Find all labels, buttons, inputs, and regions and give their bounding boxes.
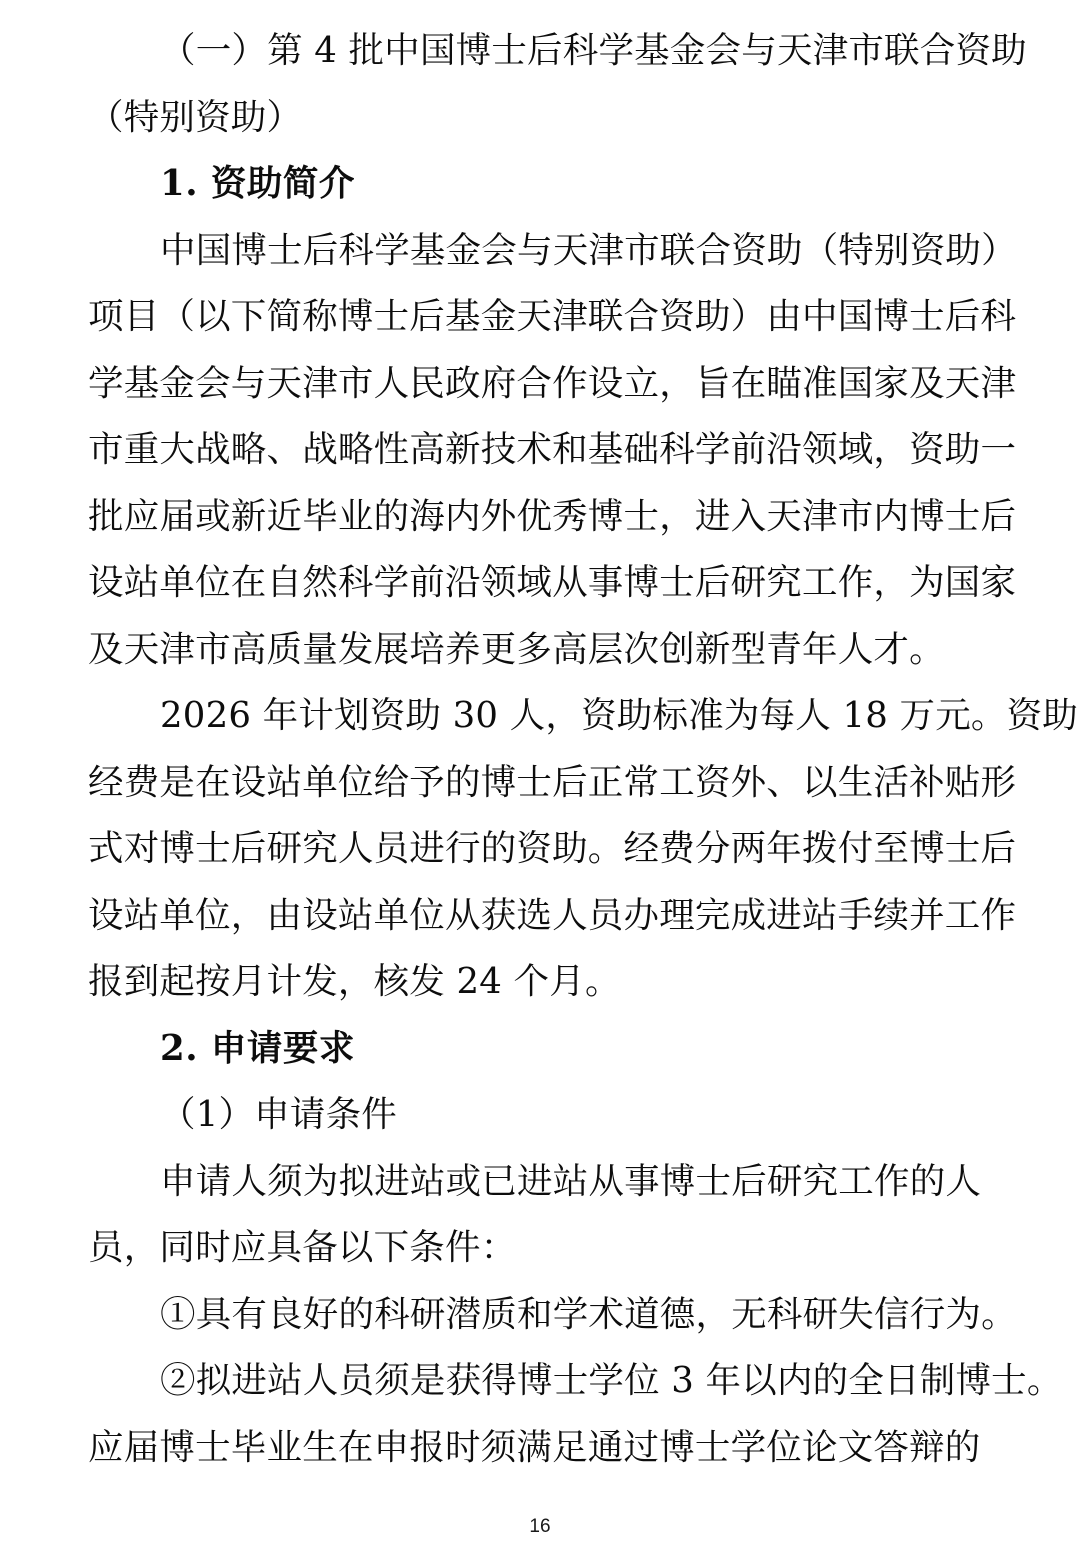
page-number: 16	[529, 1516, 551, 1537]
paragraph-1-line-4-text: 市重大战略、战略性高新技术和基础科学前沿领域，资助一	[88, 429, 1017, 470]
paragraph-3-line-2: 员，同时应具备以下条件：	[88, 1227, 517, 1268]
paragraph-1-line-7: 及天津市高质量发展培养更多高层次创新型青年人才。	[88, 628, 945, 670]
paragraph-2-line-1-text: 2026 年计划资助 30 人，资助标准为每人 18 万元。资助	[160, 695, 1079, 736]
paragraph-1-line-6	[88, 550, 1017, 617]
paragraph-2-line-4-text: 设站单位，由设站单位从获选人员办理完成进站手续并工作	[88, 894, 1017, 936]
paragraph-1-line-3	[88, 351, 1017, 418]
section-title-continuation: （特别资助）	[88, 96, 303, 138]
paragraph-2-line-4	[88, 883, 1017, 950]
paragraph-3-line-1-text: 申请人须为拟进站或已进站从事博士后研究工作的人	[160, 1160, 982, 1202]
condition-item-2: ②拟进站人员须是获得博士学位 3 年以内的全日制博士。	[160, 1360, 1063, 1401]
paragraph-1-line-2-text: 项目（以下简称博士后基金天津联合资助）由中国博士后科	[88, 296, 1017, 337]
sub-item-heading-application-conditions: （1）申请条件	[160, 1094, 397, 1135]
paragraph-2-line-2-text: 经费是在设站单位给予的博士后正常工资外、以生活补贴形	[88, 761, 1017, 803]
paragraph-1-line-2	[88, 284, 1017, 351]
condition-item-2-continuation: 应届博士毕业生在申报时须满足通过博士学位论文答辩的	[88, 1426, 981, 1468]
paragraph-1-line-4	[88, 417, 1017, 484]
paragraph-1-line-1-text: 中国博士后科学基金会与天津市联合资助（特别资助）	[160, 229, 1017, 271]
document-body	[88, 18, 1079, 1481]
paragraph-1-line-1	[88, 218, 1017, 285]
condition-item-1: ①具有良好的科研潜质和学术道德，无科研失信行为。	[160, 1293, 1017, 1335]
subsection-heading-funding-overview: 1. 资助简介	[160, 163, 355, 204]
paragraph-1-line-5	[88, 484, 1017, 551]
paragraph-3-line-1	[88, 1149, 986, 1216]
paragraph-2-line-2	[88, 750, 1017, 817]
paragraph-1-line-6-text: 设站单位在自然科学前沿领域从事博士后研究工作，为国家	[88, 562, 1017, 603]
paragraph-2-line-3	[88, 816, 1017, 883]
paragraph-1-line-3-text: 学基金会与天津市人民政府合作设立，旨在瞄准国家及天津	[88, 362, 1017, 404]
section-title-line	[88, 18, 1027, 85]
paragraph-2-line-5: 报到起按月计发，核发 24 个月。	[88, 961, 621, 1002]
section-title-line-text: （一）第 4 批中国博士后科学基金会与天津市联合资助	[160, 30, 1027, 71]
paragraph-2-line-3-text: 式对博士后研究人员进行的资助。经费分两年拨付至博士后	[88, 828, 1017, 869]
subsection-heading-application-requirements: 2. 申请要求	[160, 1027, 355, 1069]
paragraph-2-line-1	[88, 683, 1079, 750]
paragraph-1-line-5-text: 批应届或新近毕业的海内外优秀博士，进入天津市内博士后	[88, 495, 1017, 537]
